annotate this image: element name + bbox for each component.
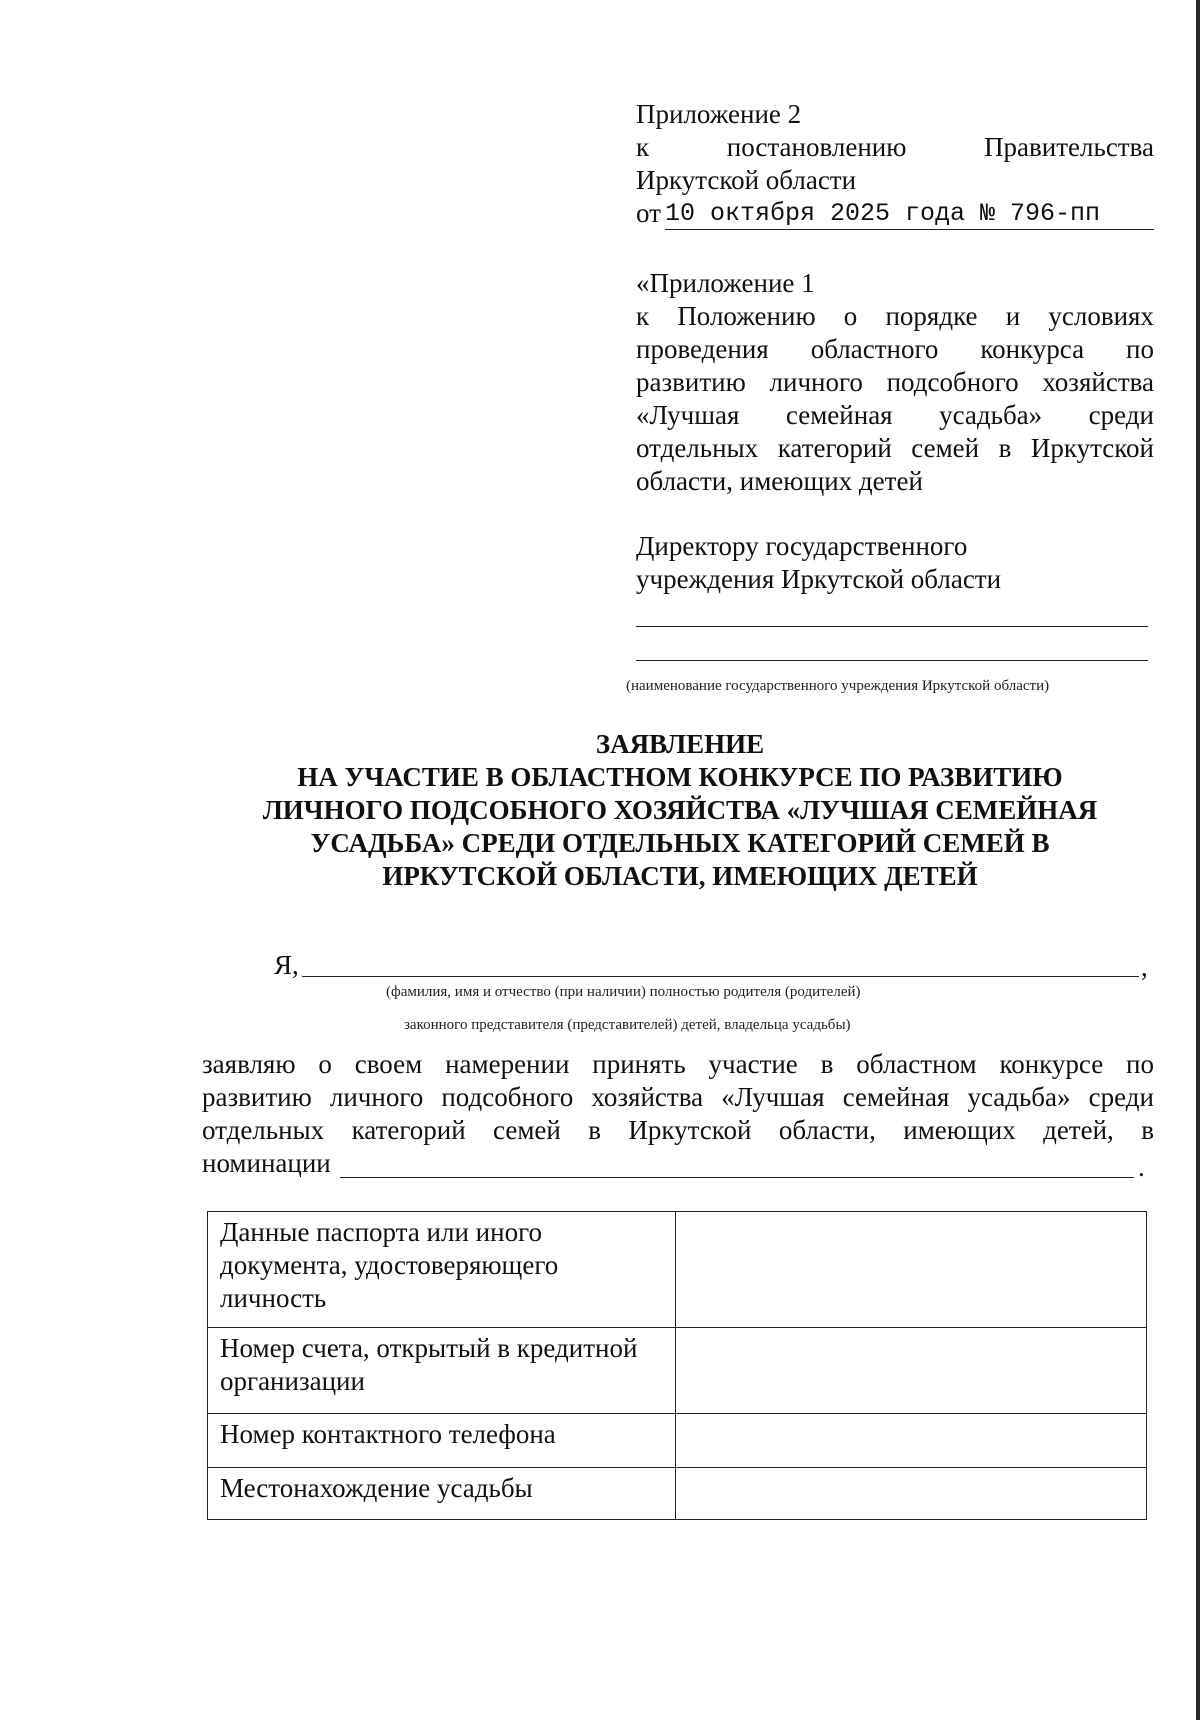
phone-number-label: Номер контактного телефона <box>208 1414 676 1468</box>
statement-word: «Лучшая <box>721 1082 825 1112</box>
applicant-caption-line-2: законного представителя (представителей) детей, владельца усадьбы) <box>404 1017 851 1033</box>
appendix-line <box>636 333 1154 366</box>
appendix-word: Положению <box>677 301 816 331</box>
statement-word: хозяйства <box>591 1082 704 1112</box>
applicant-caption-line-1: (фамилия, имя и отчество (при наличии) полностью родителя (родителей) <box>386 984 861 1000</box>
estate-location-field[interactable] <box>676 1468 1147 1520</box>
statement-word: намерении <box>445 1049 570 1079</box>
phone-number-field[interactable] <box>676 1414 1147 1468</box>
addressee-block <box>636 530 1154 596</box>
appendix-word: личного <box>769 367 863 397</box>
statement-paragraph <box>202 1048 1154 1180</box>
table-row <box>208 1328 1147 1414</box>
applicant-suffix: , <box>1141 952 1148 982</box>
title-line: ЗАЯВЛЕНИЕ <box>595 729 765 759</box>
applicant-prefix: Я, <box>274 950 299 980</box>
statement-word: подсобного <box>441 1082 574 1112</box>
statement-word: области, <box>778 1115 876 1145</box>
statement-word: в <box>588 1115 602 1145</box>
appendix-word: и <box>1005 301 1021 331</box>
appendix-word: отдельных <box>636 433 759 463</box>
statement-word: усадьба» <box>967 1082 1071 1112</box>
bank-account-label: Номер счета, открытый в кредитной организации <box>208 1328 676 1414</box>
bank-account-field[interactable] <box>676 1328 1147 1414</box>
statement-word: Иркутской <box>628 1115 752 1145</box>
header-word: к <box>636 132 650 162</box>
nomination-label: номинации <box>202 1148 331 1178</box>
statement-line <box>202 1048 1154 1081</box>
header-date-line <box>636 197 1154 230</box>
statement-word: конкурсе <box>999 1049 1104 1079</box>
appendix-line <box>636 399 1154 432</box>
nomination-field[interactable] <box>340 1177 1134 1178</box>
statement-word: семей <box>493 1115 561 1145</box>
applicant-name-field[interactable] <box>302 976 1139 977</box>
appendix-1-block <box>636 267 1154 498</box>
statement-word: в <box>820 1049 834 1079</box>
appendix-word: по <box>1126 334 1154 364</box>
statement-word: заявляю <box>202 1049 296 1079</box>
appendix-word: подсобного <box>886 367 1019 397</box>
table-row <box>208 1468 1147 1520</box>
page-edge <box>1196 0 1200 1720</box>
institution-name-field-line-2[interactable] <box>636 660 1148 661</box>
statement-word: семейная <box>842 1082 950 1112</box>
statement-word: своем <box>354 1049 423 1079</box>
statement-word: участие <box>708 1049 798 1079</box>
statement-word: о <box>318 1049 332 1079</box>
date-prefix: от <box>636 198 661 228</box>
statement-word: среди <box>1088 1082 1154 1112</box>
estate-location-label: Местонахождение усадьбы <box>208 1468 676 1520</box>
appendix-word: областного <box>810 334 939 364</box>
appendix-line <box>636 432 1154 465</box>
appendix-word: конкурса <box>980 334 1085 364</box>
passport-data-label: Данные паспорта или иного документа, удостоверяющего личность <box>208 1212 676 1328</box>
addressee-line-1: Директору государственного <box>636 531 968 561</box>
statement-word: личного <box>329 1082 424 1112</box>
appendix-word: категорий <box>777 433 892 463</box>
appendix-word: «Лучшая <box>636 400 740 430</box>
appendix-word: усадьба» <box>939 400 1043 430</box>
header-word: постановлению <box>726 132 907 162</box>
statement-word: отдельных <box>202 1115 325 1145</box>
title-line: ЛИЧНОГО ПОДСОБНОГО ХОЗЯЙСТВА «ЛУЧШАЯ СЕМЕЙНАЯ <box>262 795 1098 825</box>
header-appendix-block <box>636 98 1154 230</box>
header-region-line: Иркутской области <box>636 165 857 195</box>
institution-name-caption: (наименование государственного учреждения Иркутской области) <box>626 678 1050 694</box>
statement-word: категорий <box>351 1115 466 1145</box>
appendix-line <box>636 300 1154 333</box>
statement-word: имеющих <box>903 1115 1016 1145</box>
statement-word: по <box>1126 1049 1154 1079</box>
statement-word: принять <box>592 1049 686 1079</box>
nomination-end: . <box>1138 1152 1145 1182</box>
table-row <box>208 1212 1147 1328</box>
appendix-line <box>636 366 1154 399</box>
resolution-date-number: 10 октября 2025 года № 796-пп <box>665 199 1154 230</box>
title-line: ИРКУТСКОЙ ОБЛАСТИ, ИМЕЮЩИХ ДЕТЕЙ <box>382 861 978 891</box>
addressee-line-2: учреждения Иркутской области <box>636 564 1002 594</box>
institution-name-field-line-1[interactable] <box>636 626 1148 627</box>
passport-data-field[interactable] <box>676 1212 1147 1328</box>
title-line: УСАДЬБА» СРЕДИ ОТДЕЛЬНЫХ КАТЕГОРИЙ СЕМЕЙ В <box>310 828 1050 858</box>
statement-word: развитию <box>202 1082 312 1112</box>
appendix-word: Иркутской <box>1030 433 1154 463</box>
document-title <box>180 728 1180 893</box>
header-resolution-line <box>636 131 1154 164</box>
appendix-word: семейная <box>785 400 893 430</box>
appendix-word: проведения <box>636 334 769 364</box>
statement-line <box>202 1081 1154 1114</box>
statement-word: детей, <box>1043 1115 1114 1145</box>
applicant-data-table <box>207 1211 1147 1520</box>
appendix-1-label: «Приложение 1 <box>636 268 815 298</box>
appendix-word: о <box>843 301 858 331</box>
statement-word: областном <box>856 1049 977 1079</box>
appendix-last-line: области, имеющих детей <box>636 466 923 496</box>
appendix-word: развитию <box>636 367 746 397</box>
appendix-word: в <box>998 433 1012 463</box>
header-appendix-label: Приложение 2 <box>636 99 802 129</box>
appendix-word: условиях <box>1048 301 1154 331</box>
appendix-word: семей <box>911 433 980 463</box>
table-row <box>208 1414 1147 1468</box>
appendix-word: к <box>636 301 650 331</box>
header-word: Правительства <box>984 132 1154 162</box>
appendix-word: хозяйства <box>1042 367 1154 397</box>
appendix-word: порядке <box>885 301 978 331</box>
statement-line <box>202 1114 1154 1147</box>
statement-word: в <box>1141 1115 1154 1145</box>
appendix-word: среди <box>1088 400 1154 430</box>
title-line: НА УЧАСТИЕ В ОБЛАСТНОМ КОНКУРСЕ ПО РАЗВИТИЮ <box>297 762 1063 792</box>
